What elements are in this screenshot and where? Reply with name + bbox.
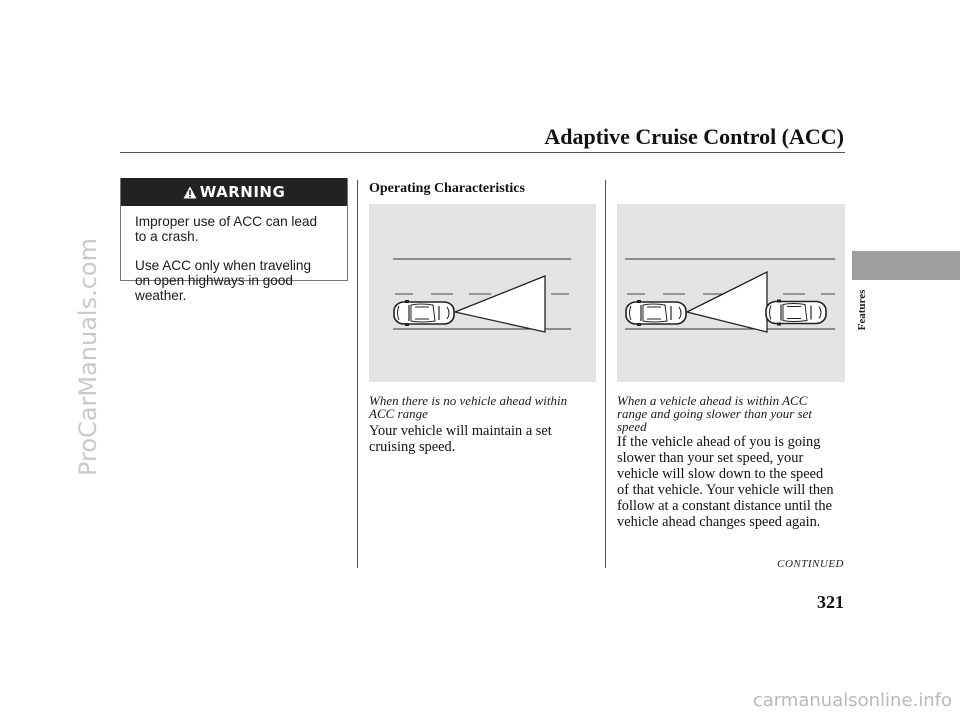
- continued-label: CONTINUED: [777, 558, 844, 570]
- body-line: vehicle ahead changes speed again.: [617, 514, 821, 530]
- caption-line: speed: [617, 419, 647, 434]
- warning-label: WARNING: [199, 183, 286, 201]
- diagram-illustration: [369, 204, 596, 382]
- lead-vehicle-icon: [766, 300, 826, 326]
- caption-line: ACC range: [369, 406, 428, 421]
- column-rule: [357, 180, 358, 568]
- body-line: cruising speed.: [369, 439, 456, 455]
- diagram-vehicle-ahead: [617, 204, 845, 382]
- warning-line: Improper use of ACC can lead: [135, 214, 318, 229]
- warning-line: weather.: [135, 288, 187, 303]
- detection-beam-icon: [455, 276, 545, 332]
- warning-line: to a crash.: [135, 229, 199, 244]
- watermark-left: ProCarManuals.com: [74, 238, 102, 477]
- caption-line: range and going slower than your set: [617, 406, 812, 421]
- diagram-caption-1: [369, 394, 599, 420]
- diagram-illustration: [617, 204, 845, 382]
- caption-line: When there is no vehicle ahead within: [369, 393, 568, 408]
- warning-box: [120, 178, 348, 303]
- body-line: Your vehicle will maintain a set: [369, 423, 552, 439]
- warning-paragraph-1: [135, 214, 345, 244]
- warning-paragraph-2: [135, 258, 345, 303]
- detection-beam-icon: [687, 272, 767, 332]
- body-line: vehicle will slow down to the speed: [617, 466, 824, 482]
- diagram-caption-2: [617, 394, 849, 433]
- section-heading: Operating Characteristics: [369, 181, 525, 196]
- body-line: slower than your set speed, your: [617, 450, 804, 466]
- warning-header: [121, 178, 347, 206]
- car-icon: [626, 300, 686, 326]
- warning-line: on open highways in good: [135, 273, 293, 288]
- caption-line: When a vehicle ahead is within ACC: [617, 393, 808, 408]
- body-line: follow at a constant distance until the: [617, 498, 833, 514]
- body-line: of that vehicle. Your vehicle will then: [617, 482, 834, 498]
- diagram-no-vehicle-ahead: [369, 204, 596, 382]
- page-number: 321: [817, 592, 844, 612]
- warning-line: Use ACC only when traveling: [135, 258, 312, 273]
- watermark-bottom: carmanualsonline.info: [752, 690, 952, 711]
- car-icon: [394, 300, 454, 326]
- column-rule: [605, 180, 606, 568]
- diagram-description-2: [617, 434, 853, 530]
- warning-triangle-icon: [183, 186, 197, 199]
- section-label: Features: [856, 289, 868, 331]
- header-rule: [120, 152, 845, 153]
- page-title: Adaptive Cruise Control (ACC): [544, 124, 844, 149]
- diagram-description-1: [369, 423, 599, 455]
- body-line: If the vehicle ahead of you is going: [617, 434, 821, 450]
